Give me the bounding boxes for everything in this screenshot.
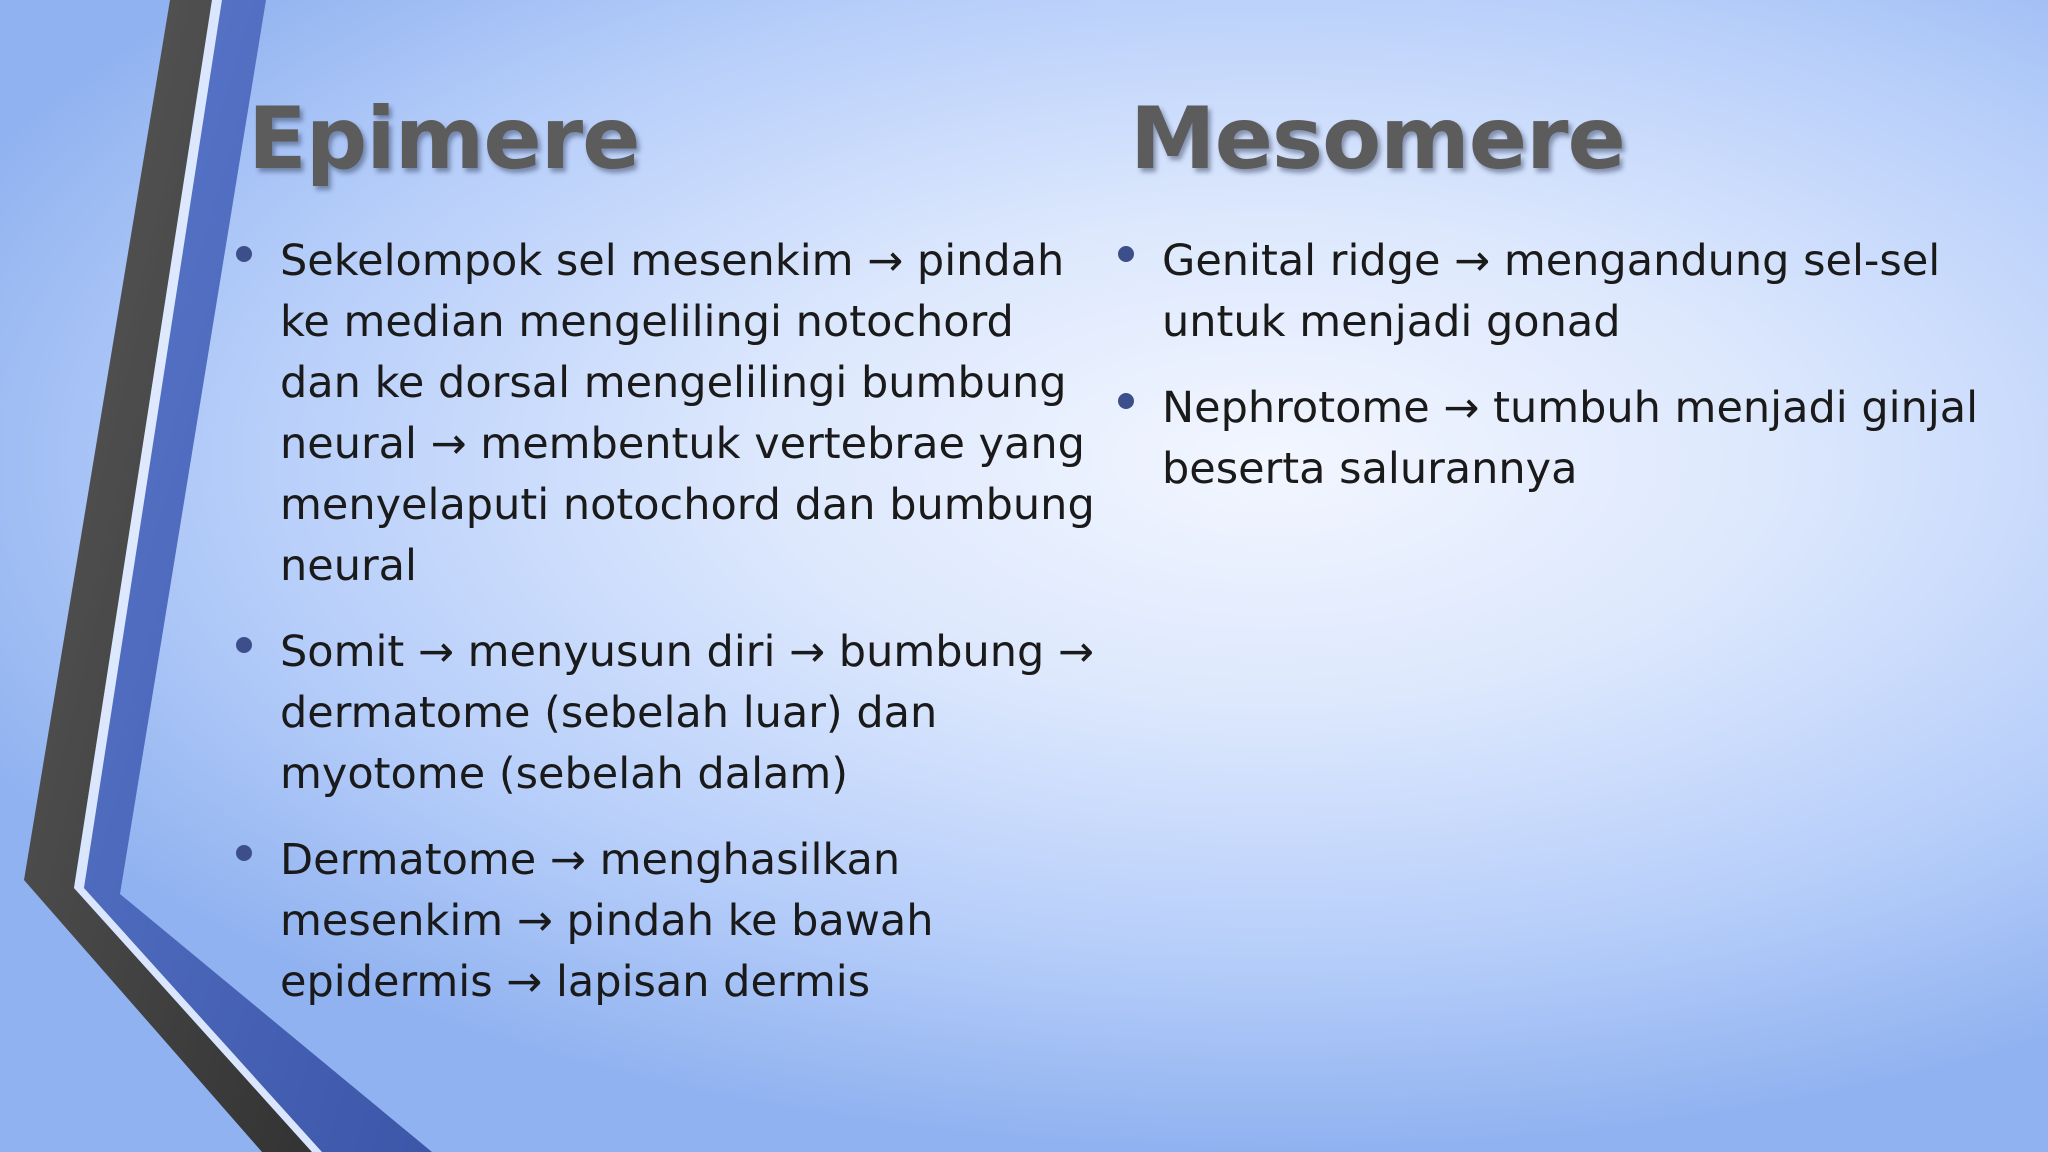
bullet-text: Sekelompok sel mesenkim → pindah ke median mengelilingi notochord dan ke dorsal mengelilingi bumbung neural → membentuk vertebrae yang menyelaputi notochord dan bumbung neural bbox=[280, 235, 1095, 591]
mesomere-column bbox=[1130, 89, 2030, 525]
list-item bbox=[248, 231, 1108, 597]
bullet-dot-icon bbox=[1118, 246, 1134, 262]
epimere-bullet-list bbox=[248, 231, 1108, 1013]
list-item bbox=[1130, 378, 2030, 500]
bullet-text: Dermatome → menghasilkan mesenkim → pindah ke bawah epidermis → lapisan dermis bbox=[280, 834, 934, 1007]
bullet-text: Somit → menyusun diri → bumbung → dermatome (sebelah luar) dan myotome (sebelah dalam) bbox=[280, 626, 1094, 799]
bullet-dot-icon bbox=[236, 637, 252, 653]
epimere-heading: Epimere bbox=[248, 89, 640, 189]
epimere-column bbox=[248, 89, 1108, 1038]
bullet-text: Nephrotome → tumbuh menjadi ginjal beserta salurannya bbox=[1162, 382, 1979, 494]
bullet-dot-icon bbox=[1118, 393, 1134, 409]
bullet-dot-icon bbox=[236, 246, 252, 262]
list-item bbox=[248, 830, 1108, 1013]
mesomere-bullet-list bbox=[1130, 231, 2030, 500]
list-item bbox=[248, 622, 1108, 805]
list-item bbox=[1130, 231, 2030, 353]
mesomere-heading: Mesomere bbox=[1130, 89, 1625, 189]
bullet-dot-icon bbox=[236, 845, 252, 861]
bullet-text: Genital ridge → mengandung sel-sel untuk menjadi gonad bbox=[1162, 235, 1941, 347]
